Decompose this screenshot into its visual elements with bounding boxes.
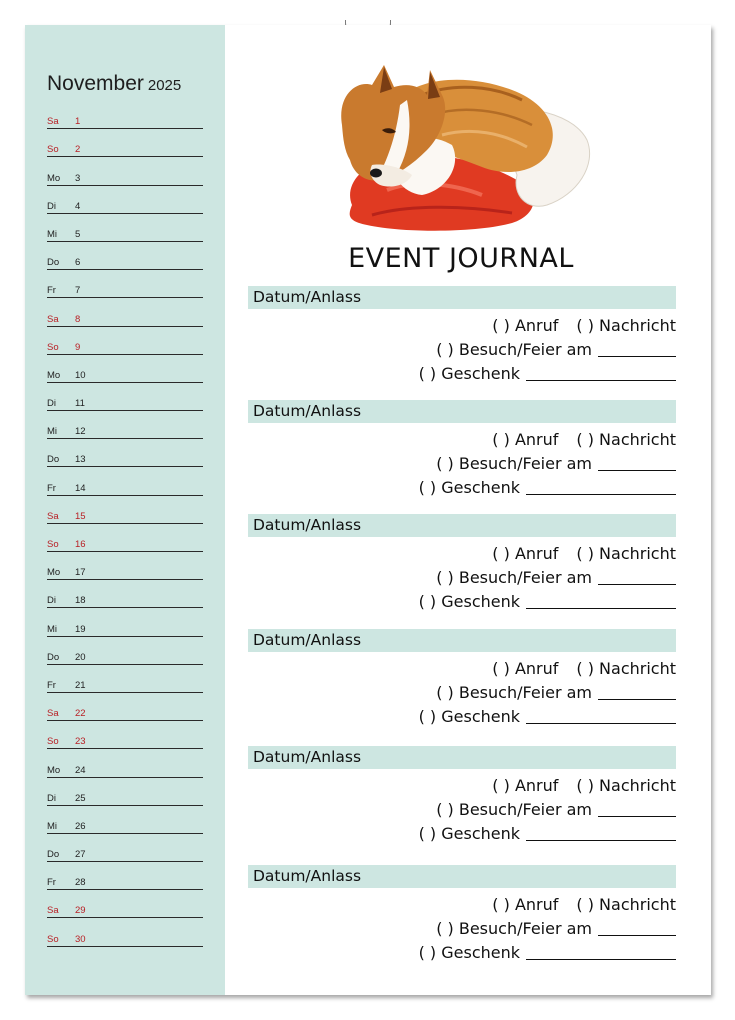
journal-entry xyxy=(248,286,676,386)
besuch-line xyxy=(248,798,676,822)
day-number: 28 xyxy=(75,877,86,889)
day-weekday: Mo xyxy=(47,369,61,381)
geschenk-option[interactable]: ( ) Geschenk xyxy=(418,943,520,962)
day-row xyxy=(47,355,203,383)
besuch-date-blank[interactable] xyxy=(598,567,676,585)
day-number: 21 xyxy=(75,679,86,691)
geschenk-line xyxy=(248,822,676,846)
day-weekday: Sa xyxy=(47,905,59,917)
contact-line xyxy=(248,774,676,798)
day-row xyxy=(47,890,203,918)
day-weekday: Fr xyxy=(47,679,56,691)
day-row xyxy=(47,467,203,495)
day-weekday: Mo xyxy=(47,764,61,776)
day-number: 4 xyxy=(75,200,81,212)
journal-title: EVENT JOURNAL xyxy=(348,243,574,274)
day-weekday: Do xyxy=(47,454,60,466)
day-row xyxy=(47,186,203,214)
day-row xyxy=(47,637,203,665)
contact-line xyxy=(248,893,676,917)
day-row xyxy=(47,411,203,439)
besuch-date-blank[interactable] xyxy=(598,453,676,471)
anruf-option[interactable]: ( ) Anruf xyxy=(492,659,559,678)
nachricht-option[interactable]: ( ) Nachricht xyxy=(576,659,676,678)
day-weekday: Mi xyxy=(47,426,58,438)
day-row xyxy=(47,242,203,270)
day-row xyxy=(47,270,203,298)
besuch-line xyxy=(248,566,676,590)
day-weekday: Mi xyxy=(47,228,58,240)
besuch-date-blank[interactable] xyxy=(598,339,676,357)
day-weekday: Mi xyxy=(47,623,58,635)
geschenk-blank[interactable] xyxy=(526,823,676,841)
nachricht-option[interactable]: ( ) Nachricht xyxy=(576,544,676,563)
month-sidebar xyxy=(25,25,225,995)
entry-header: Datum/Anlass xyxy=(248,629,676,652)
journal-entry xyxy=(248,746,676,846)
day-weekday: Sa xyxy=(47,708,59,720)
day-weekday: Mi xyxy=(47,820,58,832)
day-row xyxy=(47,383,203,411)
geschenk-line xyxy=(248,362,676,386)
journal-entry xyxy=(248,514,676,614)
day-row xyxy=(47,496,203,524)
entry-header: Datum/Anlass xyxy=(248,514,676,537)
day-weekday: Sa xyxy=(47,313,59,325)
day-number: 22 xyxy=(75,708,86,720)
contact-line xyxy=(248,428,676,452)
day-number: 9 xyxy=(75,341,81,353)
day-weekday: Fr xyxy=(47,482,56,494)
day-number: 11 xyxy=(75,398,85,410)
day-row xyxy=(47,862,203,890)
day-number: 13 xyxy=(75,454,86,466)
day-row xyxy=(47,101,203,129)
day-row xyxy=(47,778,203,806)
besuch-line xyxy=(248,917,676,941)
month-title xyxy=(47,72,181,96)
day-number: 5 xyxy=(75,228,81,240)
day-number: 27 xyxy=(75,849,86,861)
day-row xyxy=(47,693,203,721)
besuch-option[interactable]: ( ) Besuch/Feier am xyxy=(436,919,592,938)
entry-header: Datum/Anlass xyxy=(248,865,676,888)
day-number: 29 xyxy=(75,905,86,917)
journal-entry xyxy=(248,629,676,729)
day-weekday: Mo xyxy=(47,567,61,579)
geschenk-line xyxy=(248,941,676,965)
anruf-option[interactable]: ( ) Anruf xyxy=(492,776,559,795)
day-weekday: So xyxy=(47,341,59,353)
geschenk-option[interactable]: ( ) Geschenk xyxy=(418,364,520,383)
day-row xyxy=(47,665,203,693)
day-weekday: So xyxy=(47,736,59,748)
nachricht-option[interactable]: ( ) Nachricht xyxy=(576,776,676,795)
day-row xyxy=(47,327,203,355)
day-weekday: Do xyxy=(47,257,60,269)
day-row xyxy=(47,918,203,946)
day-list xyxy=(47,101,203,947)
geschenk-option[interactable]: ( ) Geschenk xyxy=(418,592,520,611)
day-number: 18 xyxy=(75,595,86,607)
day-number: 14 xyxy=(75,482,86,494)
day-weekday: Fr xyxy=(47,285,56,297)
day-weekday: Di xyxy=(47,398,56,410)
day-row xyxy=(47,806,203,834)
day-row xyxy=(47,524,203,552)
day-number: 16 xyxy=(75,539,86,550)
besuch-option[interactable]: ( ) Besuch/Feier am xyxy=(436,454,592,473)
besuch-option[interactable]: ( ) Besuch/Feier am xyxy=(436,568,592,587)
day-weekday: So xyxy=(47,539,59,550)
journal-entry xyxy=(248,865,676,965)
day-number: 8 xyxy=(75,313,81,325)
geschenk-option[interactable]: ( ) Geschenk xyxy=(418,824,520,843)
geschenk-blank[interactable] xyxy=(526,477,676,495)
nachricht-option[interactable]: ( ) Nachricht xyxy=(576,430,676,449)
anruf-option[interactable]: ( ) Anruf xyxy=(492,544,559,563)
day-number: 2 xyxy=(75,144,81,156)
nachricht-option[interactable]: ( ) Nachricht xyxy=(576,316,676,335)
besuch-option[interactable]: ( ) Besuch/Feier am xyxy=(436,340,592,359)
anruf-option[interactable]: ( ) Anruf xyxy=(492,895,559,914)
day-row xyxy=(47,608,203,636)
besuch-option[interactable]: ( ) Besuch/Feier am xyxy=(436,683,592,702)
day-number: 23 xyxy=(75,736,86,748)
day-number: 19 xyxy=(75,623,86,635)
day-weekday: Di xyxy=(47,792,56,804)
besuch-date-blank[interactable] xyxy=(598,682,676,700)
day-weekday: Do xyxy=(47,849,60,861)
day-row xyxy=(47,749,203,777)
besuch-date-blank[interactable] xyxy=(598,799,676,817)
geschenk-option[interactable]: ( ) Geschenk xyxy=(418,478,520,497)
geschenk-blank[interactable] xyxy=(526,591,676,609)
anruf-option[interactable]: ( ) Anruf xyxy=(492,316,559,335)
day-number: 26 xyxy=(75,820,86,832)
day-weekday: Fr xyxy=(47,877,56,889)
entry-header: Datum/Anlass xyxy=(248,400,676,423)
geschenk-line xyxy=(248,476,676,500)
sleeping-sheltie-dog-on-red-pillow-icon xyxy=(312,55,602,235)
day-row xyxy=(47,129,203,157)
day-row xyxy=(47,439,203,467)
nachricht-option[interactable]: ( ) Nachricht xyxy=(576,895,676,914)
month-year: 2025 xyxy=(147,77,182,94)
day-number: 30 xyxy=(75,933,86,945)
besuch-date-blank[interactable] xyxy=(598,918,676,936)
contact-line xyxy=(248,542,676,566)
entry-header: Datum/Anlass xyxy=(248,746,676,769)
day-number: 12 xyxy=(75,426,86,438)
besuch-line xyxy=(248,681,676,705)
anruf-option[interactable]: ( ) Anruf xyxy=(492,430,559,449)
geschenk-line xyxy=(248,590,676,614)
day-row xyxy=(47,214,203,242)
day-row xyxy=(47,721,203,749)
day-row xyxy=(47,298,203,326)
day-number: 3 xyxy=(75,172,81,184)
day-weekday: So xyxy=(47,144,59,156)
besuch-line xyxy=(248,338,676,362)
day-weekday: Sa xyxy=(47,510,59,522)
day-row xyxy=(47,580,203,608)
day-weekday: Do xyxy=(47,651,60,663)
besuch-option[interactable]: ( ) Besuch/Feier am xyxy=(436,800,592,819)
month-name: November xyxy=(47,72,144,95)
day-number: 6 xyxy=(75,257,81,269)
contact-line xyxy=(248,657,676,681)
day-number: 25 xyxy=(75,792,86,804)
day-weekday: Mo xyxy=(47,172,61,184)
day-number: 10 xyxy=(75,369,86,381)
day-weekday: Di xyxy=(47,595,56,607)
geschenk-option[interactable]: ( ) Geschenk xyxy=(418,707,520,726)
geschenk-blank[interactable] xyxy=(526,363,676,381)
entry-header: Datum/Anlass xyxy=(248,286,676,309)
day-number: 20 xyxy=(75,651,86,663)
geschenk-blank[interactable] xyxy=(526,942,676,960)
journal-entry xyxy=(248,400,676,500)
day-number: 24 xyxy=(75,764,86,776)
geschenk-line xyxy=(248,705,676,729)
day-number: 1 xyxy=(75,116,81,128)
day-number: 17 xyxy=(75,567,86,579)
geschenk-blank[interactable] xyxy=(526,706,676,724)
contact-line xyxy=(248,314,676,338)
day-number: 15 xyxy=(75,510,86,522)
day-weekday: Di xyxy=(47,200,56,212)
day-row xyxy=(47,834,203,862)
day-weekday: So xyxy=(47,933,59,945)
day-row xyxy=(47,157,203,185)
day-row xyxy=(47,552,203,580)
day-number: 7 xyxy=(75,285,81,297)
day-weekday: Sa xyxy=(47,116,59,128)
besuch-line xyxy=(248,452,676,476)
